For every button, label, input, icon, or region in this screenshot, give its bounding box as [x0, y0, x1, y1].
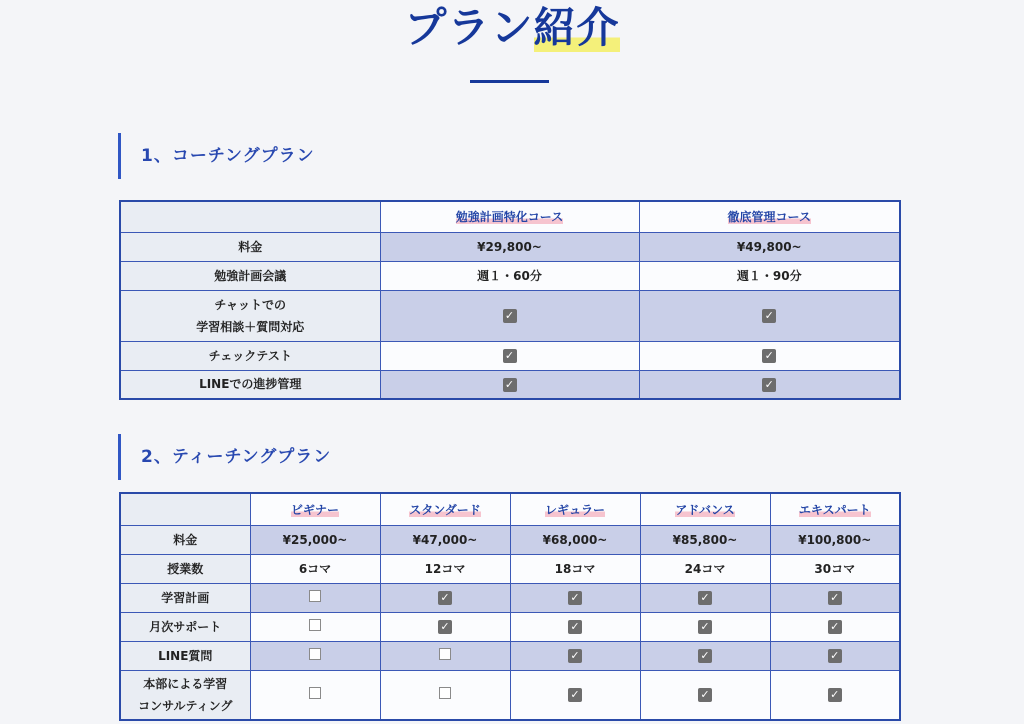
empty-box-icon [309, 648, 321, 660]
table-row [120, 583, 900, 612]
empty-box-icon [309, 590, 321, 602]
checked-box-icon: ✓ [762, 378, 776, 392]
feature-cell [250, 612, 380, 641]
feature-cell [640, 612, 770, 641]
feature-cell [380, 370, 639, 399]
feature-cell [640, 670, 770, 720]
row-label [120, 341, 380, 370]
row-label-line: チェックテスト [208, 348, 292, 363]
column-header-expert: エキスパート [770, 493, 900, 525]
table-row [120, 370, 900, 399]
feature-cell [510, 641, 640, 670]
row-label [120, 670, 250, 720]
row-label-line: 料金 [238, 239, 263, 254]
feature-cell [380, 641, 510, 670]
value-cell: ¥25,000~ [250, 525, 380, 554]
checked-box-icon: ✓ [828, 688, 842, 702]
empty-box-icon [309, 619, 321, 631]
row-label-line: LINE質問 [158, 648, 213, 663]
header-corner-cell [120, 493, 250, 525]
checked-box-icon: ✓ [762, 349, 776, 363]
table-row [120, 641, 900, 670]
checked-box-icon: ✓ [568, 688, 582, 702]
feature-cell [510, 670, 640, 720]
table-row [120, 554, 900, 583]
value-cell: ¥47,000~ [380, 525, 510, 554]
column-header-beginner: ビギナー [250, 493, 380, 525]
checked-box-icon: ✓ [698, 649, 712, 663]
value-cell: 24コマ [640, 554, 770, 583]
table-row [120, 232, 900, 261]
row-label [120, 583, 250, 612]
feature-cell [639, 341, 900, 370]
row-label-line: 授業数 [167, 561, 204, 576]
empty-box-icon [439, 687, 451, 699]
column-header-standard: スタンダード [380, 493, 510, 525]
empty-box-icon [439, 648, 451, 660]
checked-box-icon: ✓ [828, 591, 842, 605]
value-cell: 6コマ [250, 554, 380, 583]
row-label [120, 261, 380, 290]
feature-cell [380, 612, 510, 641]
teaching-plan-heading: 2、ティーチングプラン [118, 434, 331, 480]
feature-cell [770, 670, 900, 720]
column-header-advance: アドバンス [640, 493, 770, 525]
checked-box-icon: ✓ [568, 620, 582, 634]
row-label-line: チャットでの [214, 297, 287, 312]
row-label [120, 554, 250, 583]
page-title-highlight: 紹介 [533, 3, 620, 52]
checked-box-icon: ✓ [828, 649, 842, 663]
coaching-plan-heading: 1、コーチングプラン [118, 133, 315, 179]
value-cell: ¥85,800~ [640, 525, 770, 554]
feature-cell [510, 583, 640, 612]
value-cell: 30コマ [770, 554, 900, 583]
column-header-thorough-management-course: 徹底管理コース [639, 201, 900, 232]
value-cell: ¥68,000~ [510, 525, 640, 554]
header-corner-cell [120, 201, 380, 232]
table-row [120, 341, 900, 370]
value-cell: ¥100,800~ [770, 525, 900, 554]
table-row [120, 261, 900, 290]
checked-box-icon: ✓ [698, 591, 712, 605]
value-cell: ¥49,800~ [639, 232, 900, 261]
checked-box-icon: ✓ [762, 309, 776, 323]
feature-cell [380, 341, 639, 370]
table-row [120, 525, 900, 554]
table-row [120, 290, 900, 341]
row-label [120, 525, 250, 554]
feature-cell [380, 670, 510, 720]
feature-cell [510, 612, 640, 641]
feature-cell [380, 290, 639, 341]
table-row [120, 612, 900, 641]
checked-box-icon: ✓ [698, 620, 712, 634]
coaching-header-row [120, 201, 900, 232]
feature-cell [770, 641, 900, 670]
value-cell: 12コマ [380, 554, 510, 583]
row-label [120, 641, 250, 670]
row-label [120, 370, 380, 399]
checked-box-icon: ✓ [438, 620, 452, 634]
column-header-regular: レギュラー [510, 493, 640, 525]
checked-box-icon: ✓ [698, 688, 712, 702]
row-label-line: 料金 [173, 532, 198, 547]
teaching-plan-table [119, 492, 901, 721]
teaching-header-row [120, 493, 900, 525]
row-label-line: 学習相談＋質問対応 [196, 319, 305, 334]
row-label-line: LINEでの進捗管理 [199, 377, 302, 392]
value-cell: 週１・90分 [639, 261, 900, 290]
value-cell: 18コマ [510, 554, 640, 583]
row-label-line: 本部による学習 [143, 676, 228, 691]
column-header-study-plan-course: 勉強計画特化コース [380, 201, 639, 232]
checked-box-icon: ✓ [503, 309, 517, 323]
row-label [120, 232, 380, 261]
feature-cell [250, 670, 380, 720]
checked-box-icon: ✓ [503, 378, 517, 392]
feature-cell [250, 583, 380, 612]
feature-cell [770, 583, 900, 612]
row-label-line: コンサルティング [138, 698, 233, 713]
feature-cell [639, 370, 900, 399]
title-underline-rule [470, 80, 549, 83]
empty-box-icon [309, 687, 321, 699]
value-cell: 週１・60分 [380, 261, 639, 290]
row-label-line: 月次サポート [149, 619, 222, 634]
feature-cell [380, 583, 510, 612]
checked-box-icon: ✓ [568, 649, 582, 663]
checked-box-icon: ✓ [568, 591, 582, 605]
feature-cell [640, 641, 770, 670]
checked-box-icon: ✓ [828, 620, 842, 634]
page-title-main: プラン [404, 3, 534, 52]
feature-cell [639, 290, 900, 341]
checked-box-icon: ✓ [438, 591, 452, 605]
feature-cell [770, 612, 900, 641]
page-title [0, 0, 1024, 56]
table-row [120, 670, 900, 720]
row-label [120, 612, 250, 641]
row-label-line: 学習計画 [161, 590, 210, 605]
row-label-line: 勉強計画会議 [214, 268, 287, 283]
feature-cell [250, 641, 380, 670]
row-label [120, 290, 380, 341]
checked-box-icon: ✓ [503, 349, 517, 363]
feature-cell [640, 583, 770, 612]
value-cell: ¥29,800~ [380, 232, 639, 261]
coaching-plan-table [119, 200, 901, 400]
